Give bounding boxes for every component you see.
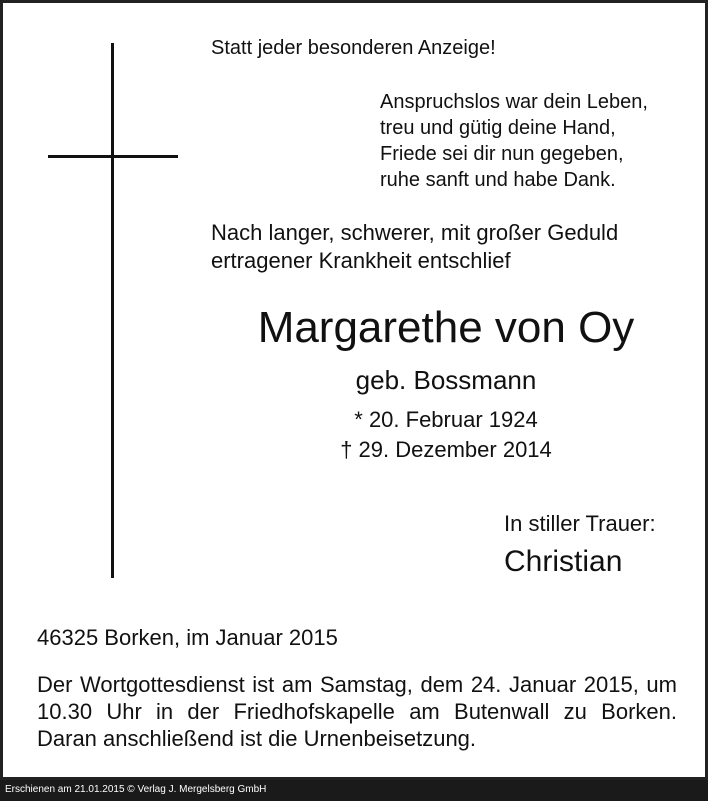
life-dates	[211, 405, 681, 465]
cross-horizontal-bar	[48, 155, 178, 158]
publication-credit: Erschienen am 21.01.2015 © Verlag J. Mergelsberg GmbH	[5, 784, 267, 795]
poem-line: Anspruchslos war dein Leben,	[380, 91, 648, 113]
service-notice: Der Wortgottesdienst ist am Samstag, dem 24. Januar 2015, um 10.30 Uhr in der Friedhofskapelle am Butenwall zu Borken. Daran anschließend ist die Urnenbeisetzung.	[37, 672, 677, 751]
deceased-name: Margarethe von Oy	[257, 303, 635, 352]
poem-line: treu und gütig deine Hand,	[380, 117, 616, 139]
poem-line: Friede sei dir nun gegeben,	[380, 143, 624, 165]
mourner-name: Christian	[504, 545, 623, 578]
poem	[380, 89, 648, 193]
headline: Statt jeder besonderen Anzeige!	[211, 37, 496, 59]
birth-date: * 20. Februar 1924	[354, 407, 538, 432]
poem-line: ruhe sanft und habe Dank.	[380, 169, 616, 191]
mourning-label: In stiller Trauer:	[504, 511, 656, 536]
maiden-name: geb. Bossmann	[355, 365, 537, 395]
intro-text	[211, 219, 618, 275]
intro-line: ertragener Krankheit entschlief	[211, 248, 511, 273]
place-and-date: 46325 Borken, im Januar 2015	[37, 625, 338, 650]
cross-vertical-bar	[111, 43, 114, 578]
intro-line: Nach langer, schwerer, mit großer Geduld	[211, 220, 619, 245]
death-date: † 29. Dezember 2014	[340, 437, 552, 462]
